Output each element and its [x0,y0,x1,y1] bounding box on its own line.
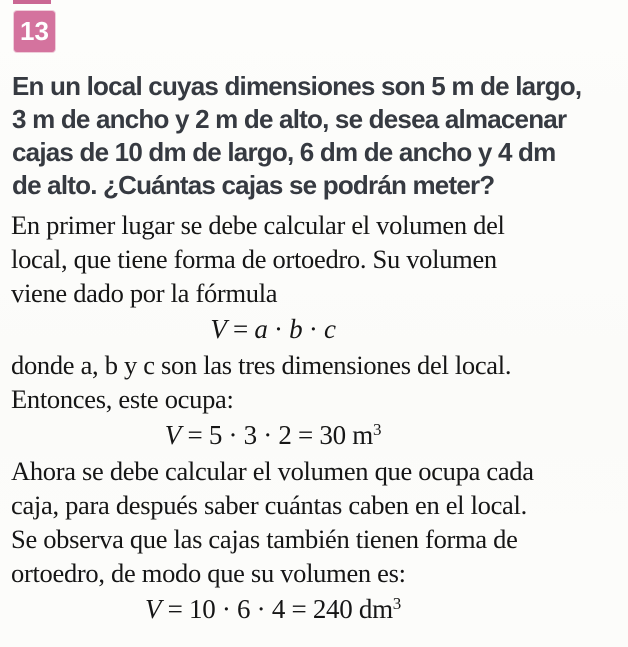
solution-text [11,208,625,628]
problem-statement-line: 3 m de ancho y 2 m de alto, se desea almacenar [12,104,567,134]
solution-line: donde a, b y c son las tres dimensiones del local. [11,350,512,380]
problem-statement-line: de alto. ¿Cuántas cajas se podrán meter? [12,170,495,200]
solution-line: local, que tiene forma de ortoedro. Su volumen [11,244,497,274]
solution-line: Entonces, este ocupa: [11,384,234,414]
solution-line: ortoedro, de modo que su volumen es: [11,558,406,588]
solution-line: En primer lugar se debe calcular el volumen del [11,210,505,240]
solution-line: viene dado por la fórmula [11,278,278,308]
formula-volume-caja: V = 10 · 6 · 4 = 240 $dm^3$ [145,594,401,624]
solution-line: caja, para después saber cuántas caben en el local. [11,490,527,520]
problem-number-badge [14,11,55,52]
problem-statement-line: cajas de 10 dm de largo, 6 dm de ancho y 4 dm [12,137,556,167]
formula-volume-local: V = 5 · 3 · 2 = 30 $m^3$ [164,420,382,450]
solution-line: Ahora se debe calcular el volumen que ocupa cada [11,456,534,486]
solution-line: Se observa que las cajas también tienen forma de [11,524,518,554]
problem-statement-line: En un local cuyas dimensiones son 5 m de largo, [12,71,582,101]
problem-number: 13 [20,15,49,46]
problem-statement [12,70,622,202]
badge-top-sliver [13,0,51,4]
formula-volume-generic: V = a · b · c [210,314,336,344]
